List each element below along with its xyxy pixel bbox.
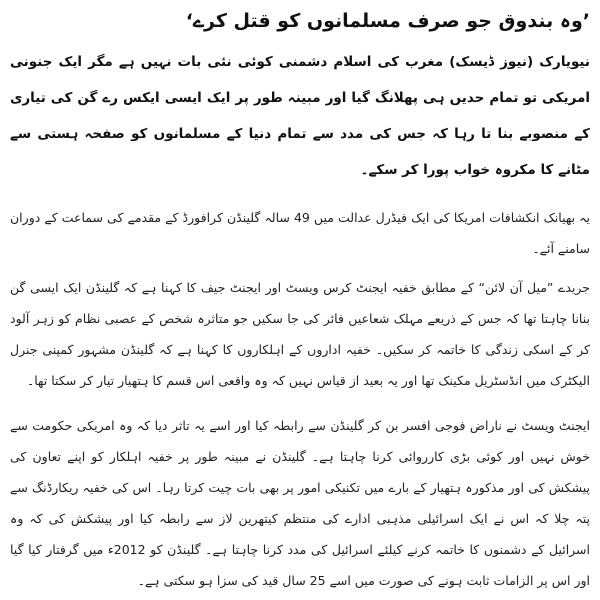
article-paragraph-2: جریدے ”میل آن لائن“ کے مطابق خفیہ ایجنٹ کرس ویسٹ اور ایجنٹ جیف کا کہنا ہے کہ گلینڈن ایک ایسی گن بنانا چاہتا تھا کہ جس کے ذریعے مہلک شعاعیں فائر کی جا سکیں جو متاثرہ شخص کے عصبی نظام کو زہر آلود کر کے اسکی زندگی کا خاتمہ کر سکیں۔ خفیہ اداروں کے اہلکاروں کا کہنا ہے کہ گلینڈن مشہور کمپنی جنرل الیکٹرک میں انڈسٹریل مکینک تھا اور یہ بعید از قیاس نہیں کہ وہ واقعی اس قسم کا ہتھیار تیار کر سکتا تھا۔ xyxy=(10,280,590,388)
article-title: ’وہ بندوق جو صرف مسلمانوں کو قتل کرے‘ xyxy=(185,10,590,32)
article-paragraph-3: ایجنٹ ویسٹ نے ناراض فوجی افسر بن کر گلینڈن سے رابطہ کیا اور اسے یہ تاثر دیا کہ وہ امریکی حکومت سے خوش نہیں اور کوئی بڑی کارروائی کرنا چاہتا ہے۔ گلینڈن نے مبینہ طور پر خفیہ اہلکار کو اپنے تعاون کی پیشکش کی اور مذکورہ ہتھیار کے بارے میں تکنیکی امور پر بھی بات چیت کرتا رہا۔ اس کی خفیہ ریکارڈنگ سے پتہ چلا کہ اس نے ایک اسرائیلی مذہبی ادارے کی منتظم کیتھرین لاز سے رابطہ کیا اور پیشکش کی کہ وہ اسرائیل کے دشمنوں کا خاتمہ کرنے کیلئے اسرائیل کی مدد کرنا چاہتا ہے۔ گلینڈن کو 2012ء میں گرفتار کیا گیا اور اس پر الزامات ثابت ہونے کی صورت میں اسے 25 سال قید کی سزا ہو سکتی ہے۔ xyxy=(10,418,591,588)
article-paragraph-1: یہ بھیانک انکشافات امریکا کی ایک فیڈرل عدالت میں 49 سالہ گلینڈن کرافورڈ کے مقدمے کی سماعت کے دوران سامنے آئے۔ xyxy=(10,210,590,256)
article-lead-paragraph: نیویارک (نیوز ڈیسک) مغرب کی اسلام دشمنی کوئی نئی بات نہیں ہے مگر ایک جنونی امریکی تو تمام حدیں ہی پھلانگ گیا اور مبینہ طور پر ایک ایسی ایکس رے گن کی تیاری کے منصوبے بنا تا رہا کہ جس کی مدد سے تمام دنیا کے مسلمانوں کو صفحہ ہستی سے مٹانے کا مکروہ خواب پورا کر سکے۔ xyxy=(10,54,590,178)
